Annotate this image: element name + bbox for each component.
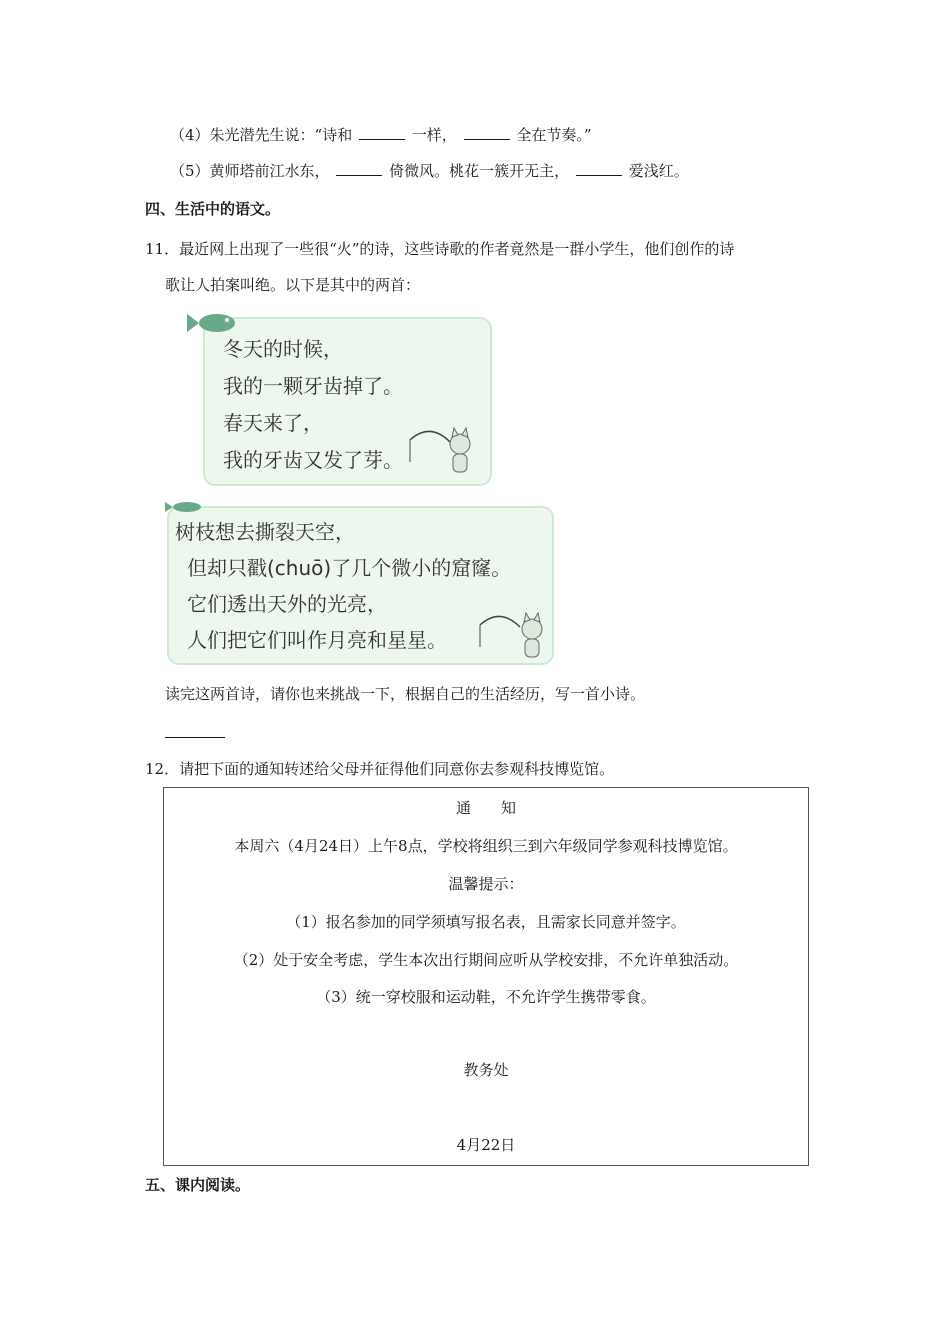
- q4-prefix: （4）朱光潜先生说：“诗和: [170, 126, 353, 144]
- notice-date: 4月22日: [456, 1136, 516, 1154]
- poem-2-line-1: 树枝想去撕裂天空，: [175, 520, 355, 544]
- answer-blank[interactable]: [336, 161, 382, 176]
- q4-mid: 一样，: [411, 126, 457, 144]
- poem-2-line-2: 但却只戳(chuō)了几个微小的窟窿。: [187, 556, 512, 580]
- poem-1-line-2: 我的一颗牙齿掉了。: [223, 374, 403, 398]
- tip-3: （3）统一穿校服和运动鞋，不允许学生携带零食。: [316, 988, 656, 1006]
- notice-title: 通 知: [455, 799, 516, 817]
- notice-box: [163, 787, 809, 1166]
- question-4: [170, 125, 592, 145]
- cat-fishing-icon: [405, 422, 485, 482]
- answer-blank[interactable]: [464, 125, 510, 140]
- poem-1-line-3: 春天来了，: [223, 411, 323, 435]
- q5-suffix: 爱浅红。: [628, 162, 689, 180]
- section-5-title: 五、课内阅读。: [145, 1176, 251, 1194]
- poem-image-1: [165, 307, 495, 490]
- tips-title: 温馨提示：: [448, 875, 524, 893]
- poem-1-line-1: 冬天的时候，: [223, 337, 343, 361]
- q12-question: 12．请把下面的通知转述给父母并征得他们同意你去参观科技博览馆。: [145, 760, 615, 778]
- q5-mid: 倚微风。桃花一簇开无主，: [389, 162, 570, 180]
- tip-2: （2）处于安全考虑，学生本次出行期间应听从学校安排，不允许单独活动。: [233, 951, 739, 969]
- tip-1: （1）报名参加的同学须填写报名表，且需家长同意并签字。: [286, 913, 686, 931]
- section-4-title: 四、生活中的语文。: [145, 200, 281, 218]
- notice-body: 本周六（4月24日）上午8点，学校将组织三到六年级同学参观科技博览馆。: [234, 837, 738, 855]
- q11-line-1: 11．最近网上出现了一些很“火”的诗，这些诗歌的作者竟然是一群小学生，他们创作的诗: [145, 240, 735, 258]
- q11-line-2: 歌让人拍案叫绝。以下是其中的两首：: [165, 276, 421, 294]
- answer-line[interactable]: [165, 737, 225, 738]
- poem-2-line-4: 人们把它们叫作月亮和星星。: [187, 628, 447, 652]
- answer-blank[interactable]: [359, 125, 405, 140]
- poem-1-line-4: 我的牙齿又发了芽。: [223, 448, 403, 472]
- answer-blank[interactable]: [576, 161, 622, 176]
- poem-2-line-3: 它们透出天外的光亮，: [187, 592, 387, 616]
- notice-signer: 教务处: [463, 1061, 509, 1079]
- q5-prefix: （5）黄师塔前江水东，: [170, 162, 330, 180]
- q11-instruction: 读完这两首诗，请你也来挑战一下，根据自己的生活经历，写一首小诗。: [165, 685, 646, 703]
- fish-icon: [165, 500, 205, 514]
- cat-fishing-icon: [470, 605, 550, 665]
- q4-suffix: 全在节奏。”: [516, 126, 592, 144]
- poem-image-2: [165, 500, 555, 670]
- question-5: [170, 161, 689, 181]
